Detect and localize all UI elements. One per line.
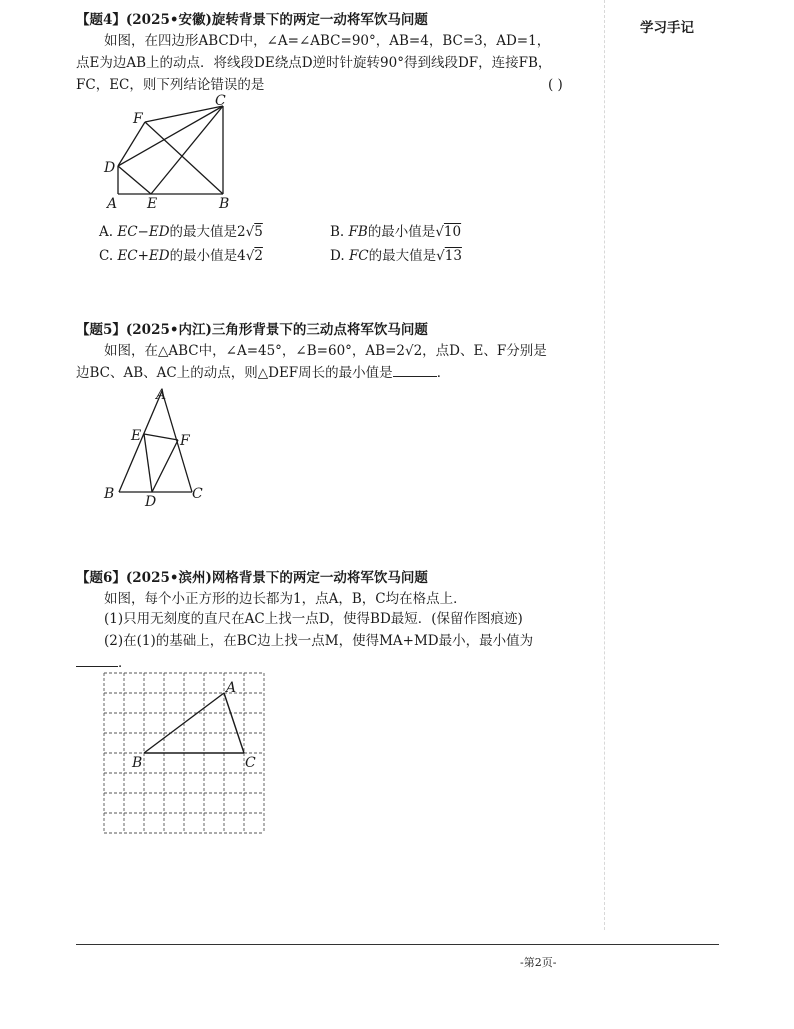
q5-label-E: E: [131, 428, 142, 444]
q6-seg-AC: [224, 693, 244, 753]
q6-answer-blank[interactable]: [76, 652, 118, 667]
q4-option-b[interactable]: B. FB的最小值是√10: [330, 224, 462, 240]
q5-line1: 如图，在△ABC中，∠A=45°，∠B=60°，AB=2√2，点D、E、F分别是: [104, 343, 547, 359]
q5-seg-EF: [144, 434, 178, 440]
q5-seg-FD: [152, 440, 178, 492]
q4-figure: [95, 92, 245, 212]
q6-label-A: A: [226, 680, 237, 696]
q6-line2: (1)只用无刻度的直尺在AC上找一点D，使得BD最短．(保留作图痕迹): [104, 611, 523, 627]
q5-answer-blank[interactable]: [393, 362, 437, 377]
q4-option-d[interactable]: D. FC的最大值是√13: [330, 248, 462, 264]
q4-seg-DF: [118, 122, 145, 166]
q5-line2: 边BC、AB、AC上的动点，则△DEF周长的最小值是 ．: [76, 362, 450, 384]
q4-label-D: D: [104, 160, 116, 176]
q4-answer-paren: ( ): [548, 77, 563, 93]
q5-label-B: B: [104, 486, 115, 502]
q6-line1: 如图，每个小正方形的边长都为1，点A，B，C均在格点上．: [104, 591, 467, 607]
sidebar-title: 学习手记: [640, 20, 694, 36]
q4-seg-DE: [118, 166, 151, 194]
q4-label-F: F: [133, 111, 143, 127]
footer-rule: [76, 944, 719, 945]
q4-label-E: E: [147, 196, 158, 212]
q6-line4: ．: [76, 652, 132, 674]
q4-label-B: B: [219, 196, 230, 212]
q5-label-D: D: [145, 494, 157, 510]
q4-line1: 如图，在四边形ABCD中，∠A=∠ABC=90°，AB=4，BC=3，AD=1，: [104, 33, 551, 49]
q5-seg-ED: [144, 434, 152, 492]
q5-label-A: A: [156, 387, 167, 403]
q5-label-F: F: [180, 433, 190, 449]
q4-option-a[interactable]: A. EC−ED的最大值是2√5: [99, 224, 263, 240]
q6-header: 【题6】(2025•滨州)网格背景下的两定一动将军饮马问题: [76, 570, 428, 586]
q5-header: 【题5】(2025•内江)三角形背景下的三动点将军饮马问题: [76, 322, 428, 338]
q6-line3: (2)在(1)的基础上，在BC边上找一点M，使得MA+MD最小，最小值为: [104, 633, 534, 649]
q4-option-c[interactable]: C. EC+ED的最小值是4√2: [99, 248, 263, 264]
q6-label-B: B: [132, 755, 143, 771]
q6-grid-figure: [100, 670, 270, 840]
q5-figure: [100, 385, 215, 510]
q4-label-A: A: [107, 196, 118, 212]
q4-header: 【题4】(2025•安徽)旋转背景下的两定一动将军饮马问题: [76, 12, 428, 28]
notes-divider: [604, 0, 605, 930]
q5-label-C: C: [192, 486, 203, 502]
q6-label-C: C: [245, 755, 256, 771]
q4-seg-FB: [145, 122, 223, 194]
q4-line2: 点E为边AB上的动点．将线段DE绕点D逆时针旋转90°得到线段DF，连接FB，: [76, 55, 552, 71]
q4-line3: FC，EC，则下列结论错误的是: [76, 77, 265, 93]
q4-label-C: C: [215, 93, 226, 109]
page-number: -第2页-: [520, 956, 557, 969]
